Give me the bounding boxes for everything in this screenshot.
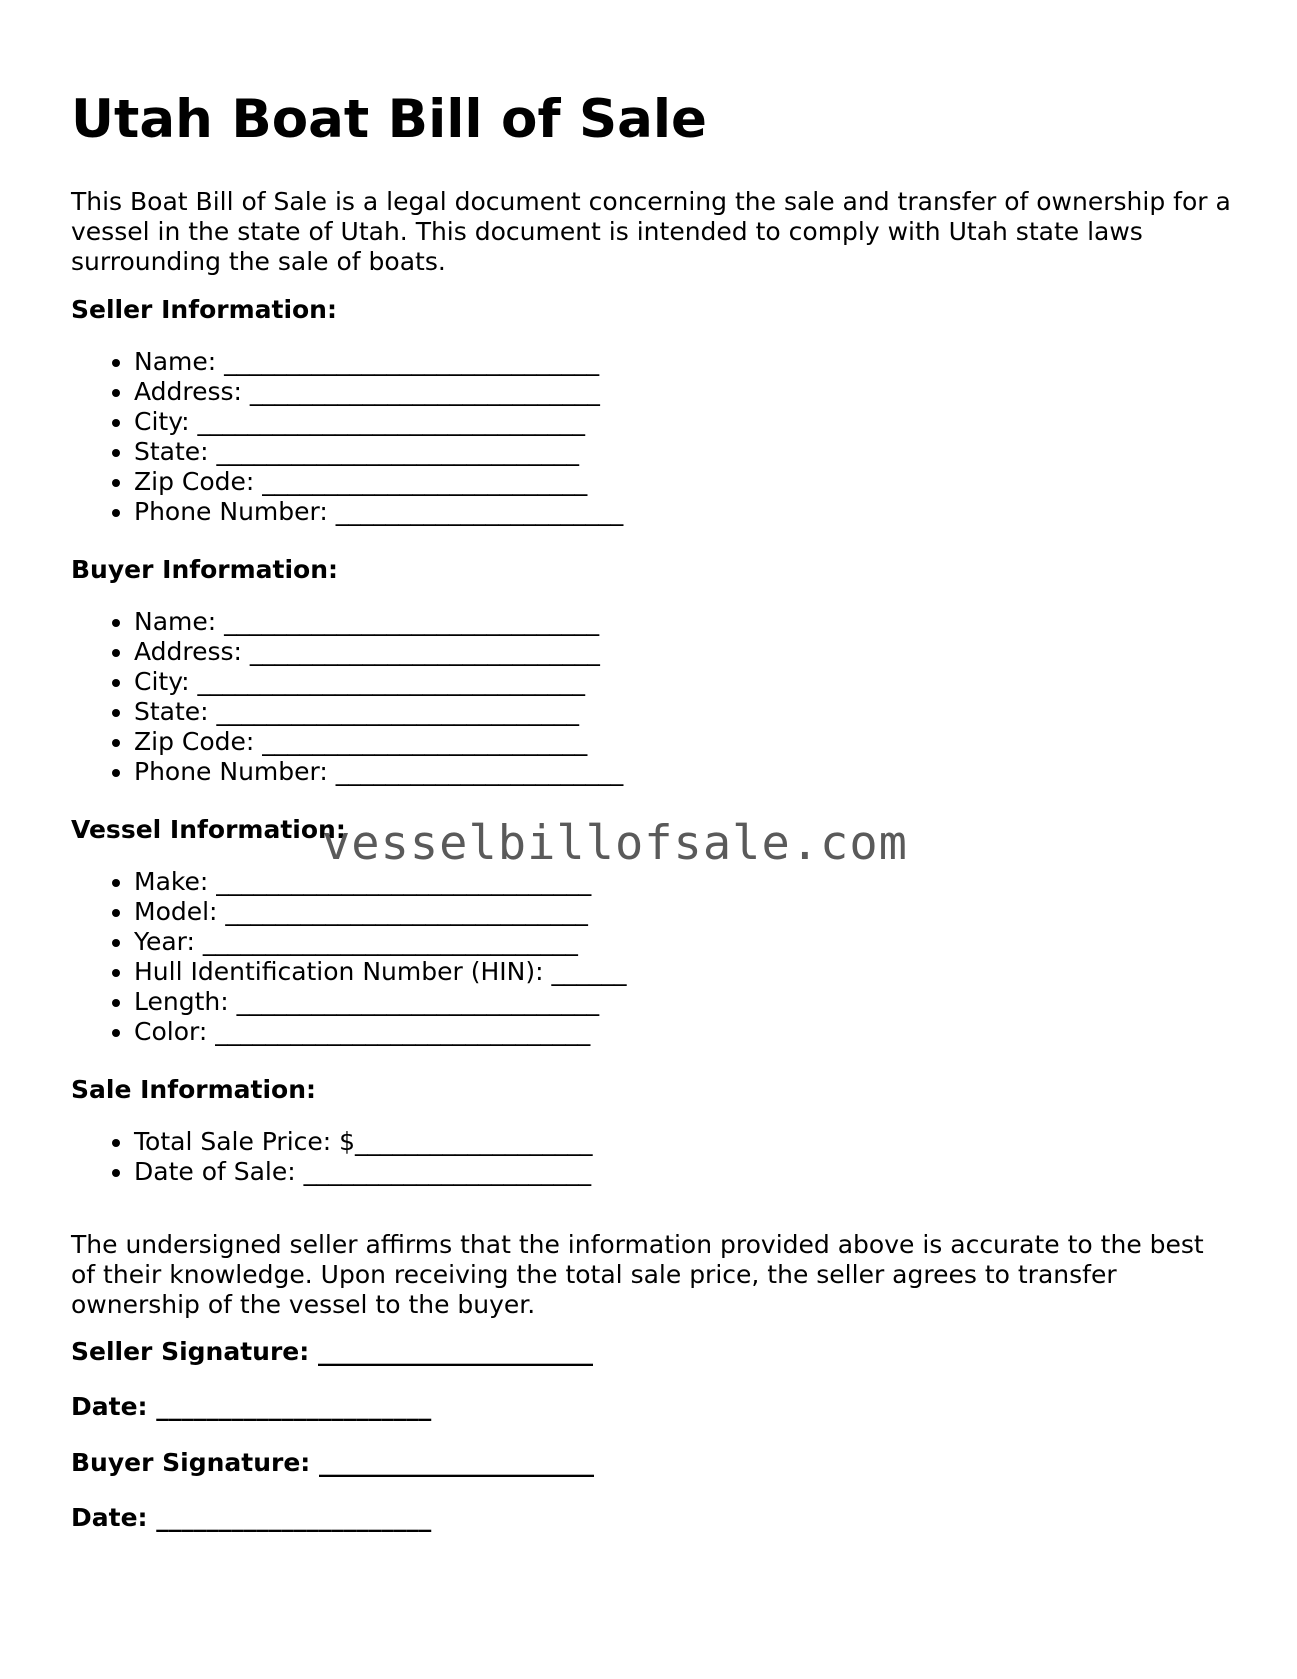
- buyer-address-field: • Address: ____________________________: [134, 637, 623, 667]
- seller-signature-line: Seller Signature: ______________________: [71, 1337, 593, 1366]
- buyer-city-field: • City: _______________________________: [134, 667, 623, 697]
- buyer-zip-field: • Zip Code: __________________________: [134, 727, 623, 757]
- vessel-year-field: • Year: ______________________________: [134, 927, 626, 957]
- seller-zip-field: • Zip Code: __________________________: [134, 467, 623, 497]
- website-watermark: vesselbillofsale.com: [322, 816, 908, 871]
- seller-phone-field: • Phone Number: _______________________: [134, 497, 623, 527]
- buyer-fields-list: [71, 607, 623, 787]
- seller-date-line: Date: ______________________: [71, 1392, 432, 1421]
- vessel-model-field: • Model: _____________________________: [134, 897, 626, 927]
- vessel-make-field: • Make: ______________________________: [134, 867, 626, 897]
- document-title: Utah Boat Bill of Sale: [71, 89, 707, 150]
- sale-price-field: • Total Sale Price: $___________________: [134, 1127, 593, 1157]
- sale-date-field: • Date of Sale: _______________________: [134, 1157, 593, 1187]
- buyer-phone-field: • Phone Number: _______________________: [134, 757, 623, 787]
- buyer-state-field: • State: _____________________________: [134, 697, 623, 727]
- vessel-color-field: • Color: ______________________________: [134, 1017, 626, 1047]
- buyer-date-line: Date: ______________________: [71, 1503, 432, 1532]
- seller-information-heading: Seller Information:: [71, 295, 337, 324]
- closing-paragraph: The undersigned seller affirms that the information provided above is accurate to the best of their knowledge. Upon receiving the total sale price, the seller agrees to transfer ownership of the vessel to the buyer.: [71, 1230, 1204, 1319]
- seller-address-field: • Address: ____________________________: [134, 377, 623, 407]
- seller-state-field: • State: _____________________________: [134, 437, 623, 467]
- buyer-information-heading: Buyer Information:: [71, 555, 339, 584]
- vessel-information-heading: Vessel Information:: [71, 815, 346, 844]
- buyer-signature-line: Buyer Signature: ______________________: [71, 1448, 595, 1477]
- sale-information-heading: Sale Information:: [71, 1075, 316, 1104]
- vessel-hin-field: • Hull Identification Number (HIN): ______: [134, 957, 626, 987]
- vessel-length-field: • Length: _____________________________: [134, 987, 626, 1017]
- vessel-fields-list: [71, 867, 626, 1047]
- sale-fields-list: [71, 1127, 593, 1187]
- buyer-name-field: • Name: ______________________________: [134, 607, 623, 637]
- seller-city-field: • City: _______________________________: [134, 407, 623, 437]
- intro-paragraph: This Boat Bill of Sale is a legal document concerning the sale and transfer of ownership for a vessel in the state of Utah. This document is intended to comply with Utah state laws surrounding the sale of boats.: [71, 187, 1231, 276]
- seller-fields-list: [71, 347, 623, 527]
- seller-name-field: • Name: ______________________________: [134, 347, 623, 377]
